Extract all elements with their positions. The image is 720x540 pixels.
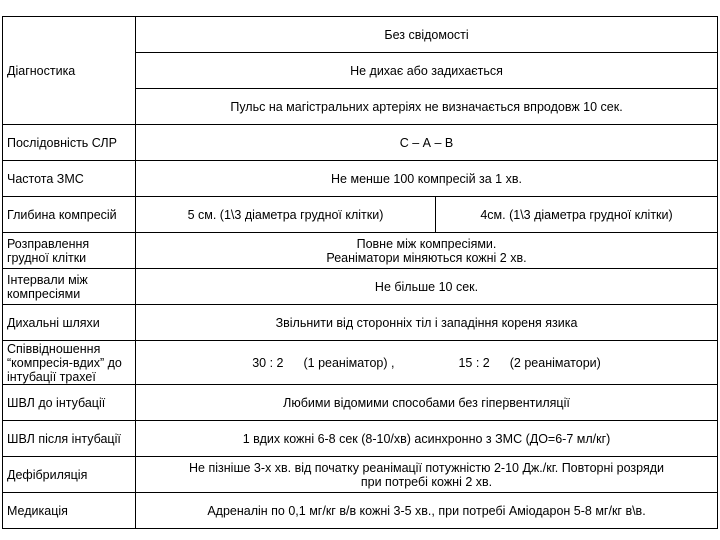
ventilation-before-value: Любими відомими способами без гіпервентиляції [136, 385, 718, 421]
sequence-value: С – А – В [136, 125, 718, 161]
diagnostics-breathing: Не дихає або задихається [136, 53, 718, 89]
frequency-value: Не менше 100 компресій за 1 хв. [136, 161, 718, 197]
table-row [3, 305, 718, 341]
ratio-two-rescuers-note: (2 реаніматори) [509, 355, 601, 370]
table-row [3, 457, 718, 493]
row-label-diagnostics: Діагностика [3, 17, 136, 125]
cpr-protocol-table [2, 16, 718, 529]
depth-value-child: 4см. (1\3 діаметра грудної клітки) [436, 197, 718, 233]
row-label-defibrillation: Дефібриляція [3, 457, 136, 493]
recoil-value [136, 233, 718, 269]
row-label-depth: Глибина компресій [3, 197, 136, 233]
row-label-medication: Медикація [3, 493, 136, 529]
row-label-ratio: Співвідношення “компресія-вдих” до інтубації трахеї [3, 341, 136, 385]
table-row [3, 341, 718, 385]
ratio-value [136, 341, 718, 385]
medication-value: Адреналін по 0,1 мг/кг в/в кожні 3-5 хв., при потребі Аміодарон 5-8 мг/кг в\в. [136, 493, 718, 529]
ventilation-after-value: 1 вдих кожні 6-8 сек (8-10/хв) асинхронно з ЗМС (ДО=6-7 мл/кг) [136, 421, 718, 457]
defibrillation-line-2: при потребі кожні 2 хв. [360, 474, 493, 489]
row-label-airways: Дихальні шляхи [3, 305, 136, 341]
row-label-ventilation-after: ШВЛ після інтубації [3, 421, 136, 457]
row-label-frequency: Частота ЗМС [3, 161, 136, 197]
ratio-one-rescuer: 30 : 2 [252, 355, 284, 370]
recoil-line-1: Повне між компресіями. [356, 236, 497, 251]
table-row [3, 269, 718, 305]
intervals-value: Не більше 10 сек. [136, 269, 718, 305]
table-row [3, 197, 718, 233]
table-row [3, 17, 718, 53]
table-row [3, 161, 718, 197]
row-label-intervals: Інтервали між компресіями [3, 269, 136, 305]
table-row [3, 233, 718, 269]
diagnostics-pulse: Пульс на магістральних артеріях не визначається впродовж 10 сек. [136, 89, 718, 125]
defibrillation-line-1: Не пізніше 3-х хв. від початку реанімації потужністю 2-10 Дж./кг. Повторні розряди [189, 460, 664, 475]
table-row [3, 421, 718, 457]
diagnostics-consciousness: Без свідомості [136, 17, 718, 53]
defibrillation-value [136, 457, 718, 493]
table-row [3, 385, 718, 421]
table-row [3, 493, 718, 529]
ratio-two-rescuers: 15 : 2 [458, 355, 490, 370]
row-label-recoil: Розправлення грудної клітки [3, 233, 136, 269]
airways-value: Звільнити від сторонніх тіл і западіння кореня язика [136, 305, 718, 341]
row-label-sequence: Послідовність СЛР [3, 125, 136, 161]
depth-value-adult: 5 см. (1\3 діаметра грудної клітки) [136, 197, 436, 233]
recoil-line-2: Реаніматори міняються кожні 2 хв. [326, 250, 527, 265]
row-label-ventilation-before: ШВЛ до інтубації [3, 385, 136, 421]
table-row [3, 125, 718, 161]
ratio-one-rescuer-note: (1 реаніматор) , [303, 355, 395, 370]
